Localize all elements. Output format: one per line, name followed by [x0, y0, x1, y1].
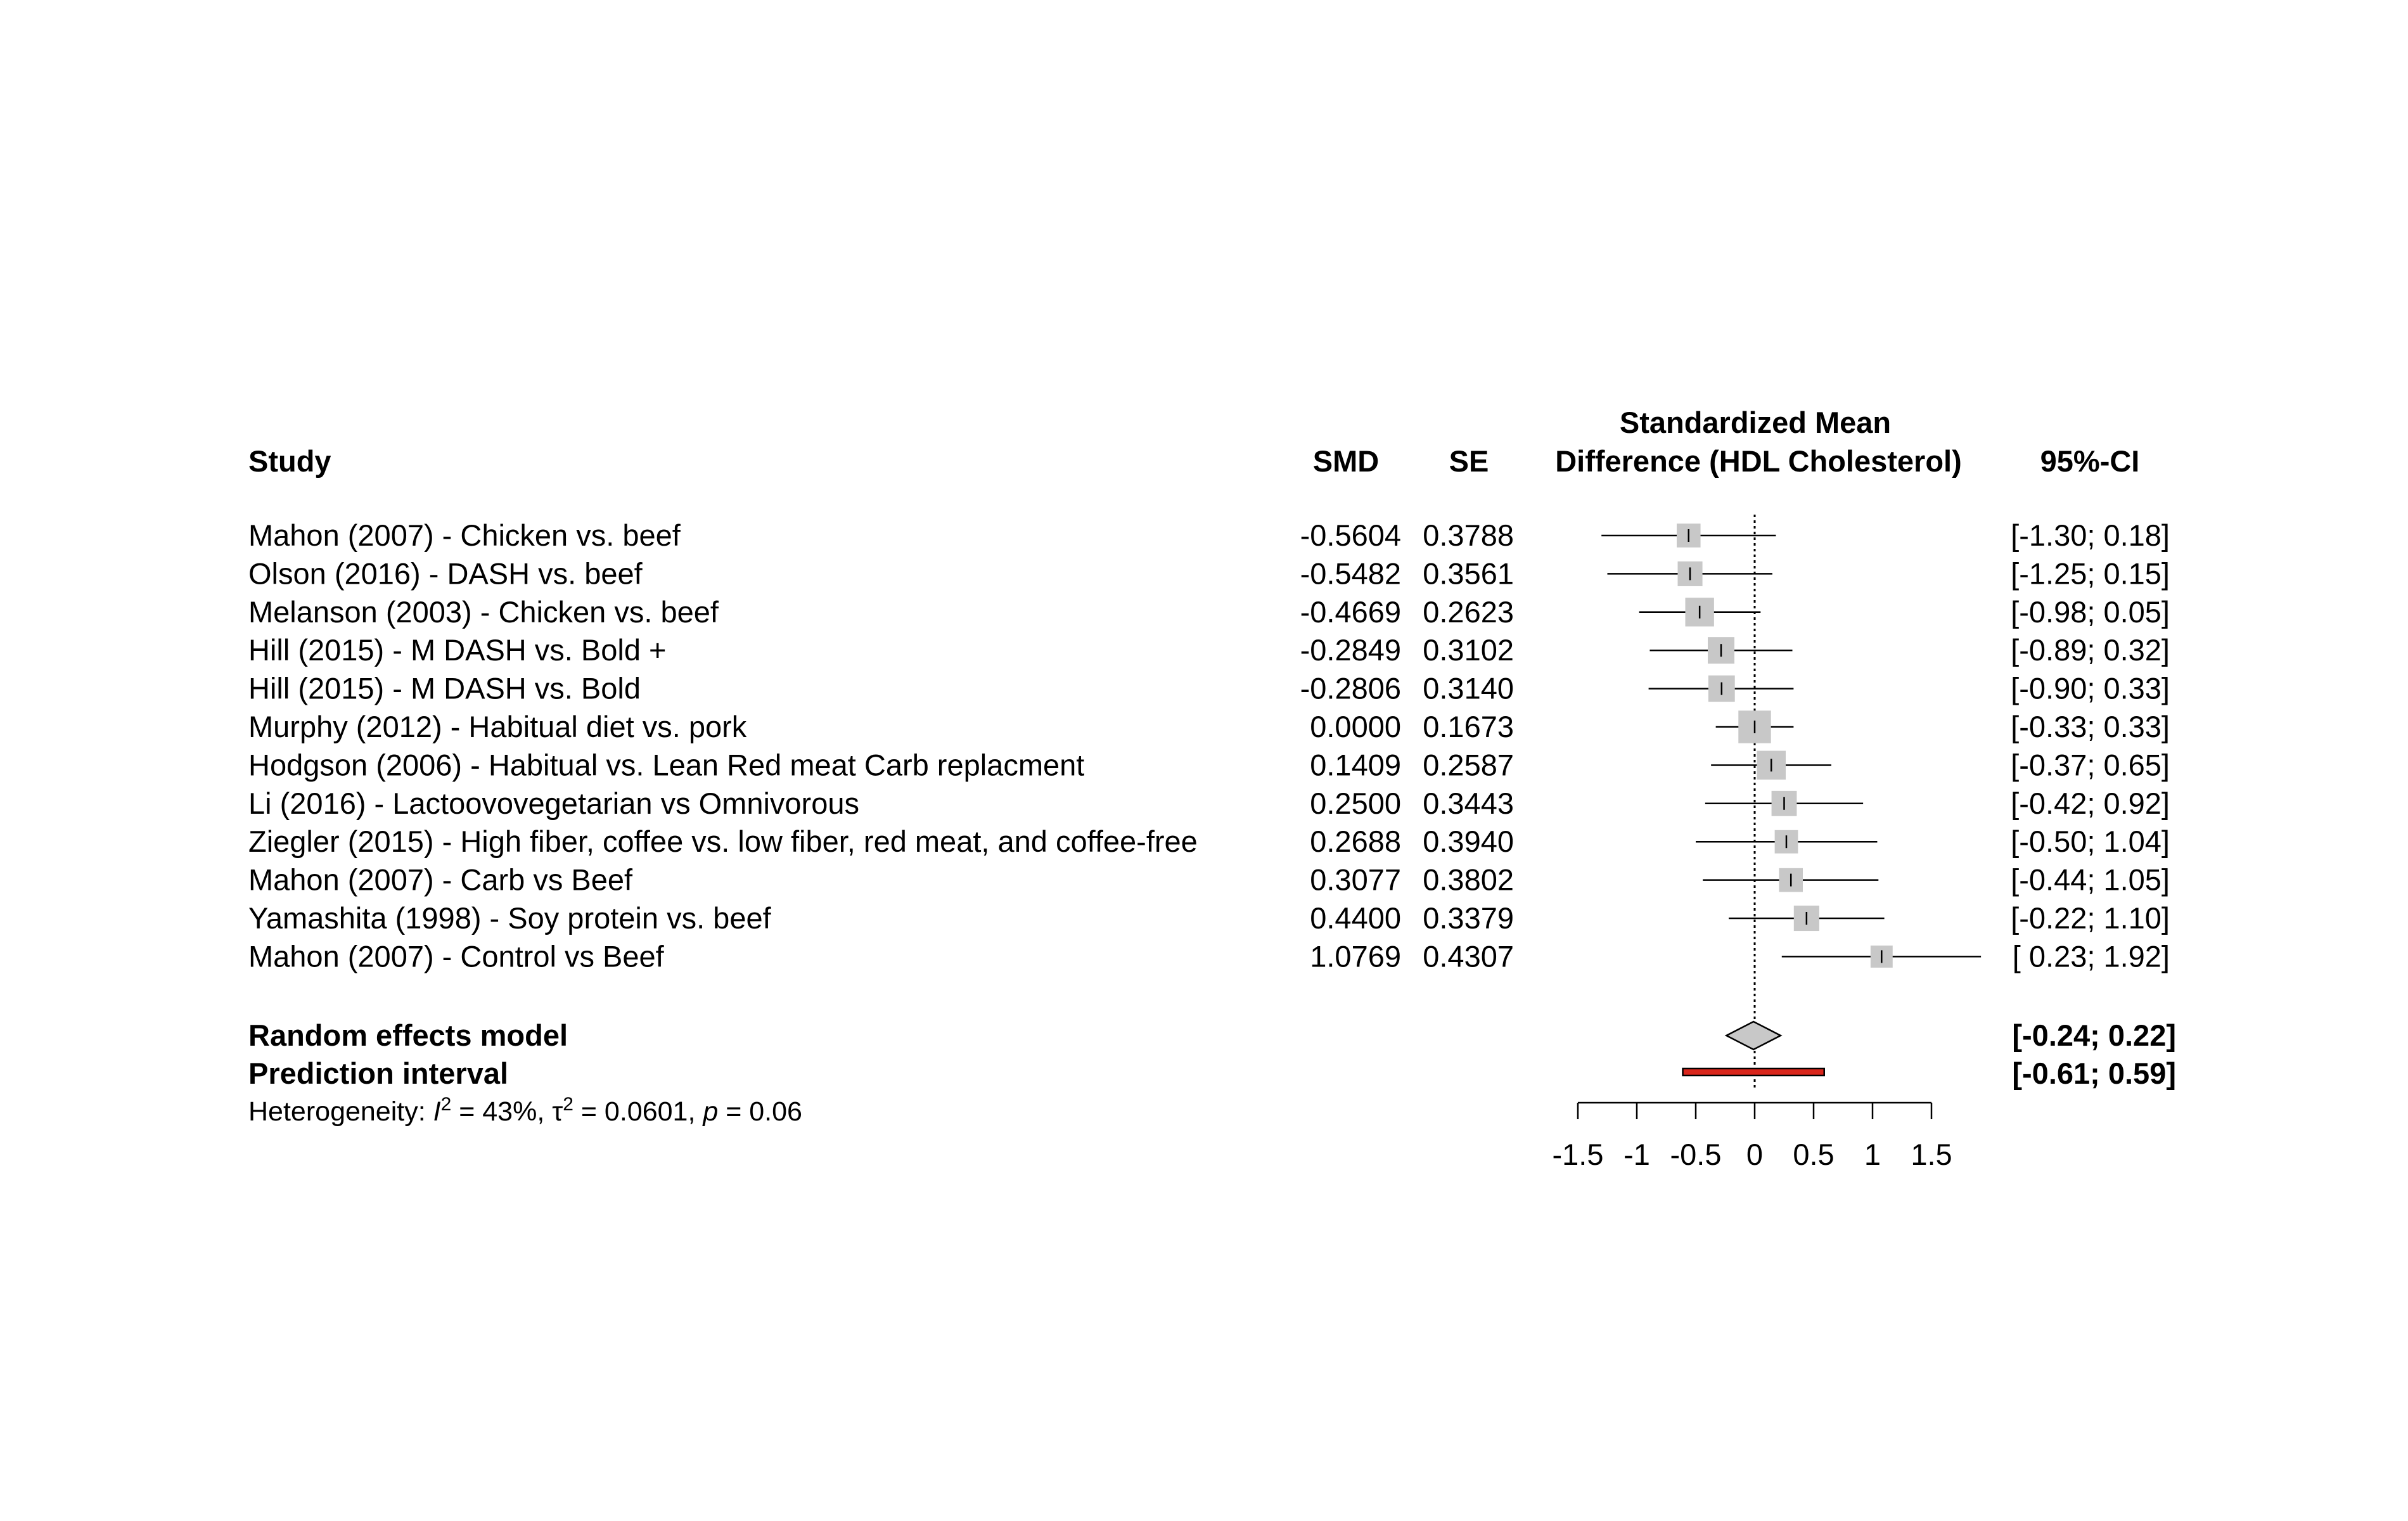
study-se: 0.3940: [1423, 825, 1514, 859]
study-se: 0.3102: [1423, 633, 1514, 667]
plot-marks: [1601, 515, 1981, 1089]
prediction-bar: [1683, 1069, 1824, 1075]
study-smd: -0.5604: [1300, 518, 1401, 552]
study-se: 0.3379: [1423, 901, 1514, 935]
prediction-interval-ci: [-0.61; 0.59]: [2012, 1056, 2176, 1090]
heterogeneity-text: [248, 1094, 802, 1127]
i2-value: = 43%,: [451, 1096, 553, 1127]
study-label: Mahon (2007) - Carb vs Beef: [248, 863, 633, 897]
header-study: Study: [248, 444, 331, 478]
study-smd: -0.5482: [1300, 556, 1401, 591]
x-axis: [1553, 1103, 1952, 1171]
study-smd: -0.2806: [1300, 671, 1401, 705]
i2-symbol: I: [433, 1096, 441, 1127]
study-smd: 0.4400: [1310, 901, 1401, 935]
study-se: 0.3788: [1423, 518, 1514, 552]
study-ci: [-0.89; 0.32]: [2011, 633, 2170, 667]
study-ci: [ 0.23; 1.92]: [2012, 939, 2170, 973]
study-label: Mahon (2007) - Chicken vs. beef: [248, 518, 681, 552]
study-smd: -0.2849: [1300, 633, 1401, 667]
study-label: Murphy (2012) - Habitual diet vs. pork: [248, 710, 747, 743]
tau-value: = 0.0601,: [573, 1096, 703, 1127]
study-ci: [-1.30; 0.18]: [2011, 518, 2170, 552]
header-se: SE: [1449, 444, 1489, 478]
study-ci: [-1.25; 0.15]: [2011, 556, 2170, 591]
p-value: = 0.06: [718, 1096, 802, 1127]
heterogeneity-prefix: Heterogeneity:: [248, 1096, 433, 1127]
study-ci: [-0.22; 1.10]: [2011, 901, 2170, 935]
study-smd: 0.2688: [1310, 825, 1401, 859]
header-smd: SMD: [1312, 444, 1380, 478]
study-label: Hodgson (2006) - Habitual vs. Lean Red meat Carb replacment: [248, 748, 1085, 782]
study-ci: [-0.44; 1.05]: [2011, 863, 2170, 897]
study-ci: [-0.50; 1.04]: [2011, 825, 2170, 859]
header-plot-line2: Difference (HDL Cholesterol): [1555, 444, 1962, 478]
study-se: 0.3561: [1423, 556, 1514, 591]
study-smd: 0.1409: [1310, 748, 1401, 782]
study-se: 0.2587: [1423, 748, 1514, 782]
header-plot-line1: Standardized Mean: [1619, 406, 1892, 439]
study-label: Hill (2015) - M DASH vs. Bold: [248, 671, 641, 705]
study-label: Li (2016) - Lactoovovegetarian vs Omnivorous: [248, 786, 859, 820]
study-se: 0.3443: [1423, 786, 1514, 820]
study-label: Yamashita (1998) - Soy protein vs. beef: [248, 901, 771, 935]
axis-tick-label: 0.5: [1793, 1138, 1835, 1171]
summary-diamond: [1726, 1022, 1781, 1049]
study-se: 0.1673: [1423, 710, 1514, 743]
axis-tick-label: 1: [1864, 1138, 1881, 1171]
study-label: Melanson (2003) - Chicken vs. beef: [248, 594, 719, 629]
study-smd: 0.3077: [1310, 863, 1401, 897]
axis-tick-label: -0.5: [1670, 1138, 1722, 1171]
study-ci: [-0.98; 0.05]: [2011, 594, 2170, 629]
study-ci: [-0.37; 0.65]: [2011, 748, 2170, 782]
axis-tick-label: 0: [1746, 1138, 1764, 1171]
study-se: 0.4307: [1423, 939, 1514, 973]
study-ci: [-0.33; 0.33]: [2011, 710, 2170, 743]
study-ci: [-0.90; 0.33]: [2011, 671, 2170, 705]
axis-tick-label: -1: [1623, 1138, 1650, 1171]
axis-tick-label: -1.5: [1552, 1138, 1604, 1171]
header-ci: 95%-CI: [2040, 444, 2140, 478]
study-smd: 0.2500: [1310, 786, 1401, 820]
study-se: 0.3140: [1423, 671, 1514, 705]
study-se: 0.2623: [1423, 594, 1514, 629]
study-label: Mahon (2007) - Control vs Beef: [248, 939, 664, 973]
study-ci: [-0.42; 0.92]: [2011, 786, 2170, 820]
tau-superscript: 2: [563, 1093, 573, 1115]
random-effects-label: Random effects model: [248, 1018, 568, 1052]
study-label: Hill (2015) - M DASH vs. Bold +: [248, 633, 667, 667]
study-se: 0.3802: [1423, 863, 1514, 897]
axis-tick-label: 1.5: [1911, 1138, 1952, 1171]
i2-superscript: 2: [440, 1093, 452, 1115]
study-label: Olson (2016) - DASH vs. beef: [248, 556, 643, 591]
study-smd: 1.0769: [1310, 939, 1401, 973]
p-symbol: p: [703, 1096, 719, 1127]
study-label: Ziegler (2015) - High fiber, coffee vs. low fiber, red meat, and coffee-free: [248, 825, 1198, 859]
study-smd: -0.4669: [1300, 594, 1401, 629]
tau-symbol: τ: [552, 1096, 563, 1127]
study-smd: 0.0000: [1310, 710, 1401, 743]
random-effects-ci: [-0.24; 0.22]: [2012, 1018, 2176, 1052]
study-rows: [248, 518, 2170, 973]
prediction-interval-label: Prediction interval: [248, 1056, 509, 1090]
